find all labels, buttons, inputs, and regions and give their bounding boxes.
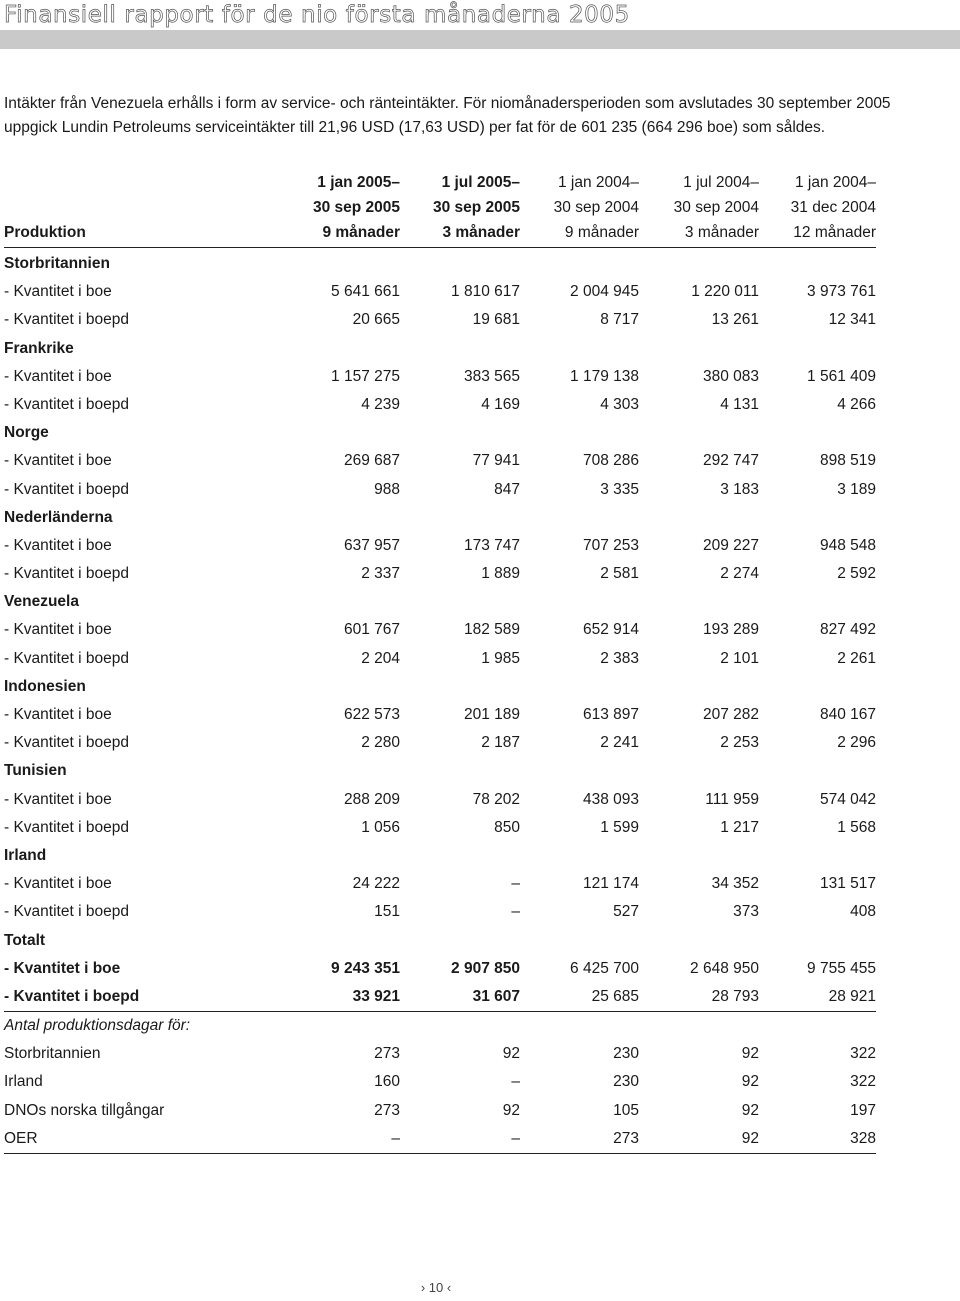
section-row xyxy=(4,504,876,532)
cell-value: 33 921 xyxy=(352,987,400,1005)
cell-value: 3 973 761 xyxy=(807,283,876,301)
cell-value: 948 548 xyxy=(819,536,876,554)
section-row xyxy=(4,335,876,363)
col-header-line1: 1 jul 2004– xyxy=(683,174,759,191)
cell-value: 6 425 700 xyxy=(570,959,639,977)
cell-value: 2 253 xyxy=(720,734,759,752)
cell-value: 28 793 xyxy=(711,987,759,1005)
cell-value: 173 747 xyxy=(463,536,520,554)
cell-value: 827 492 xyxy=(819,621,876,639)
cell-value: – xyxy=(511,903,520,921)
col-header-line2: 30 sep 2005 xyxy=(312,199,400,216)
table-row xyxy=(4,447,876,475)
cell-value: 193 289 xyxy=(702,621,759,639)
cell-value: 2 274 xyxy=(720,565,759,583)
row-label: DNOs norska tillgångar xyxy=(4,1101,165,1119)
cell-value: 19 681 xyxy=(472,311,520,329)
cell-value: 1 561 409 xyxy=(807,367,876,385)
cell-value: 230 xyxy=(613,1073,639,1091)
cell-value: 24 222 xyxy=(352,875,400,893)
production-table xyxy=(4,170,876,1154)
cell-value: 8 717 xyxy=(600,311,639,329)
table-row xyxy=(4,645,876,673)
row-label: - Kvantitet i boe xyxy=(4,959,121,977)
cell-value: 230 xyxy=(613,1045,639,1063)
col-header-line2: 31 dec 2004 xyxy=(790,199,876,216)
cell-value: 601 767 xyxy=(343,621,400,639)
row-label: - Kvantitet i boepd xyxy=(4,649,129,667)
cell-value: 182 589 xyxy=(463,621,520,639)
cell-value: 269 687 xyxy=(343,452,400,470)
cell-value: 988 xyxy=(374,480,400,498)
row-label: Irland xyxy=(4,1073,43,1091)
table-row xyxy=(4,955,876,983)
cell-value: 13 261 xyxy=(711,311,759,329)
table-row xyxy=(4,814,876,842)
cell-value: 105 xyxy=(613,1101,639,1119)
row-label: Tunisien xyxy=(4,762,67,780)
col-header-line3: 9 månader xyxy=(564,224,639,241)
cell-value: 292 747 xyxy=(702,452,759,470)
cell-value: 408 xyxy=(850,903,876,921)
cell-value: 288 209 xyxy=(343,790,400,808)
col-header-line2: 30 sep 2004 xyxy=(673,199,759,216)
row-label: Storbritannien xyxy=(4,1045,101,1063)
cell-value: 273 xyxy=(613,1129,639,1147)
row-label: Nederländerna xyxy=(4,508,113,526)
intro-paragraph: Intäkter från Venezuela erhålls i form av service- och ränteintäkter. För niomånadersperioden som avslutades 30 september 2005 uppgick Lundin Petroleums serviceintäkter till 21,96 USD (17,63 USD) per fat för de 601 235 (664 296 boe) som såldes. xyxy=(4,95,891,136)
section-row xyxy=(4,250,876,278)
section-row xyxy=(4,673,876,701)
cell-value: 2 296 xyxy=(837,734,876,752)
cell-value: 273 xyxy=(374,1101,400,1119)
cell-value: 2 261 xyxy=(837,649,876,667)
table-row xyxy=(4,1040,876,1068)
table-row xyxy=(4,870,876,898)
cell-value: 31 607 xyxy=(472,987,520,1005)
cell-value: – xyxy=(391,1129,400,1147)
cell-value: 92 xyxy=(741,1073,759,1091)
cell-value: 273 xyxy=(374,1045,400,1063)
cell-value: 4 169 xyxy=(481,395,520,413)
cell-value: 201 189 xyxy=(463,706,520,723)
cell-value: 2 648 950 xyxy=(690,959,759,977)
cell-value: 574 042 xyxy=(819,790,876,808)
col-header-line2: 30 sep 2004 xyxy=(553,199,639,216)
table-row xyxy=(4,1068,876,1096)
header-row-3 xyxy=(4,220,876,248)
table-row xyxy=(4,898,876,926)
table-row xyxy=(4,391,876,419)
cell-value: 4 266 xyxy=(837,395,876,413)
cell-value: – xyxy=(511,875,520,893)
table-body xyxy=(4,250,876,1154)
cell-value: – xyxy=(511,1073,520,1091)
cell-value: 380 083 xyxy=(702,367,759,385)
table-row xyxy=(4,1012,876,1040)
row-label: - Kvantitet i boe xyxy=(4,283,112,301)
row-label: Irland xyxy=(4,846,47,864)
cell-value: 121 174 xyxy=(582,875,639,893)
cell-value: 9 243 351 xyxy=(331,959,400,977)
cell-value: 2 280 xyxy=(361,734,400,752)
table-row xyxy=(4,532,876,560)
row-label: Venezuela xyxy=(4,593,79,611)
cell-value: 1 985 xyxy=(481,649,520,667)
cell-value: 5 641 661 xyxy=(331,283,400,301)
page-number: › 10 ‹ xyxy=(420,1280,452,1295)
cell-value: 92 xyxy=(502,1045,520,1063)
cell-value: 840 167 xyxy=(819,706,876,723)
section-row xyxy=(4,927,876,955)
row-label: Indonesien xyxy=(4,677,86,695)
cell-value: 4 131 xyxy=(720,395,759,413)
table-row xyxy=(4,616,876,644)
cell-value: 1 810 617 xyxy=(451,283,520,301)
row-label: - Kvantitet i boe xyxy=(4,367,112,385)
col-header-line1: 1 jan 2005– xyxy=(317,174,400,191)
table-row xyxy=(4,278,876,306)
cell-value: 2 187 xyxy=(481,734,520,752)
page-title: Finansiell rapport för de nio första månaderna 2005 xyxy=(4,2,630,28)
cell-value: 383 565 xyxy=(463,367,520,385)
cell-value: – xyxy=(511,1129,520,1147)
cell-value: 28 921 xyxy=(828,987,876,1005)
cell-value: 12 341 xyxy=(828,311,876,329)
cell-value: 622 573 xyxy=(343,706,400,723)
col-header-line1: 1 jul 2005– xyxy=(441,174,520,191)
cell-value: 1 889 xyxy=(481,565,520,583)
cell-value: 707 253 xyxy=(582,536,639,554)
cell-value: 131 517 xyxy=(819,875,876,893)
cell-value: 92 xyxy=(741,1101,759,1119)
section-row xyxy=(4,419,876,447)
cell-value: 847 xyxy=(494,480,520,498)
row-label: - Kvantitet i boe xyxy=(4,790,112,808)
row-label: - Kvantitet i boepd xyxy=(4,395,129,413)
cell-value: 92 xyxy=(741,1129,759,1147)
cell-value: 2 204 xyxy=(361,649,400,667)
cell-value: 652 914 xyxy=(582,621,639,639)
cell-value: 373 xyxy=(733,903,759,921)
cell-value: 207 282 xyxy=(702,706,759,723)
cell-value: 613 897 xyxy=(582,706,639,723)
row-label: Antal produktionsdagar för: xyxy=(4,1017,191,1035)
row-label: - Kvantitet i boe xyxy=(4,452,112,470)
row-header-label: Produktion xyxy=(4,224,86,241)
cell-value: 3 183 xyxy=(720,480,759,498)
row-label: - Kvantitet i boepd xyxy=(4,480,129,498)
table-row xyxy=(4,701,876,729)
row-label: - Kvantitet i boepd xyxy=(4,903,129,921)
table-row xyxy=(4,560,876,588)
cell-value: 78 202 xyxy=(472,790,520,808)
cell-value: 160 xyxy=(374,1073,400,1091)
col-header-line2: 30 sep 2005 xyxy=(432,199,520,216)
title-bar xyxy=(0,30,960,49)
table-row xyxy=(4,363,876,391)
cell-value: 92 xyxy=(502,1101,520,1119)
cell-value: 2 383 xyxy=(600,649,639,667)
row-label: Totalt xyxy=(4,931,46,949)
cell-value: 2 241 xyxy=(600,734,639,752)
cell-value: 3 189 xyxy=(837,480,876,498)
cell-value: 1 056 xyxy=(361,818,400,836)
table-row xyxy=(4,729,876,757)
cell-value: 209 227 xyxy=(702,536,759,554)
cell-value: 322 xyxy=(850,1045,876,1063)
cell-value: 1 179 138 xyxy=(570,367,639,385)
row-label: - Kvantitet i boe xyxy=(4,536,112,554)
cell-value: 151 xyxy=(374,903,400,921)
cell-value: 898 519 xyxy=(819,452,876,470)
col-header-line1: 1 jan 2004– xyxy=(557,174,639,191)
cell-value: 850 xyxy=(494,818,520,836)
cell-value: 92 xyxy=(741,1045,759,1063)
row-label: Storbritannien xyxy=(4,255,110,272)
row-label: Norge xyxy=(4,424,49,442)
cell-value: 2 592 xyxy=(837,565,876,583)
cell-value: 708 286 xyxy=(582,452,639,470)
table-row xyxy=(4,786,876,814)
row-label: - Kvantitet i boe xyxy=(4,875,112,893)
table-row xyxy=(4,1097,876,1125)
row-label: - Kvantitet i boepd xyxy=(4,311,129,329)
cell-value: 637 957 xyxy=(343,536,400,554)
cell-value: 2 581 xyxy=(600,565,639,583)
section-row xyxy=(4,588,876,616)
cell-value: 25 685 xyxy=(591,987,639,1005)
cell-value: 2 101 xyxy=(720,649,759,667)
cell-value: 328 xyxy=(850,1129,876,1147)
cell-value: 1 599 xyxy=(600,818,639,836)
table-row xyxy=(4,1125,876,1154)
cell-value: 4 303 xyxy=(600,395,639,413)
section-row xyxy=(4,757,876,785)
cell-value: 1 217 xyxy=(720,818,759,836)
col-header-line1: 1 jan 2004– xyxy=(794,174,876,191)
cell-value: 1 568 xyxy=(837,818,876,836)
cell-value: 527 xyxy=(613,903,639,921)
table-row xyxy=(4,306,876,334)
header-row-1 xyxy=(4,170,876,195)
table-row xyxy=(4,476,876,504)
row-label: - Kvantitet i boepd xyxy=(4,818,129,836)
cell-value: 322 xyxy=(850,1073,876,1091)
col-header-line3: 3 månader xyxy=(442,224,520,241)
row-label: - Kvantitet i boe xyxy=(4,621,112,639)
row-label: - Kvantitet i boe xyxy=(4,706,112,723)
cell-value: 4 239 xyxy=(361,395,400,413)
cell-value: 2 004 945 xyxy=(570,283,639,301)
header-row-2 xyxy=(4,195,876,220)
cell-value: 34 352 xyxy=(711,875,759,893)
row-label: - Kvantitet i boepd xyxy=(4,565,129,583)
cell-value: 2 337 xyxy=(361,565,400,583)
col-header-line3: 9 månader xyxy=(322,224,400,241)
col-header-line3: 12 månader xyxy=(793,224,876,241)
col-header-line3: 3 månader xyxy=(684,224,759,241)
cell-value: 2 907 850 xyxy=(451,959,520,977)
cell-value: 9 755 455 xyxy=(807,959,876,977)
row-label: - Kvantitet i boepd xyxy=(4,987,140,1005)
cell-value: 1 157 275 xyxy=(331,367,400,385)
row-label: OER xyxy=(4,1129,38,1147)
cell-value: 197 xyxy=(850,1101,876,1119)
cell-value: 438 093 xyxy=(582,790,639,808)
cell-value: 111 959 xyxy=(705,790,759,808)
cell-value: 20 665 xyxy=(352,311,400,329)
table-row xyxy=(4,983,876,1012)
cell-value: 3 335 xyxy=(600,480,639,498)
row-label: Frankrike xyxy=(4,339,74,357)
section-row xyxy=(4,842,876,870)
cell-value: 77 941 xyxy=(472,452,520,470)
cell-value: 1 220 011 xyxy=(691,283,759,301)
row-label: - Kvantitet i boepd xyxy=(4,734,129,752)
